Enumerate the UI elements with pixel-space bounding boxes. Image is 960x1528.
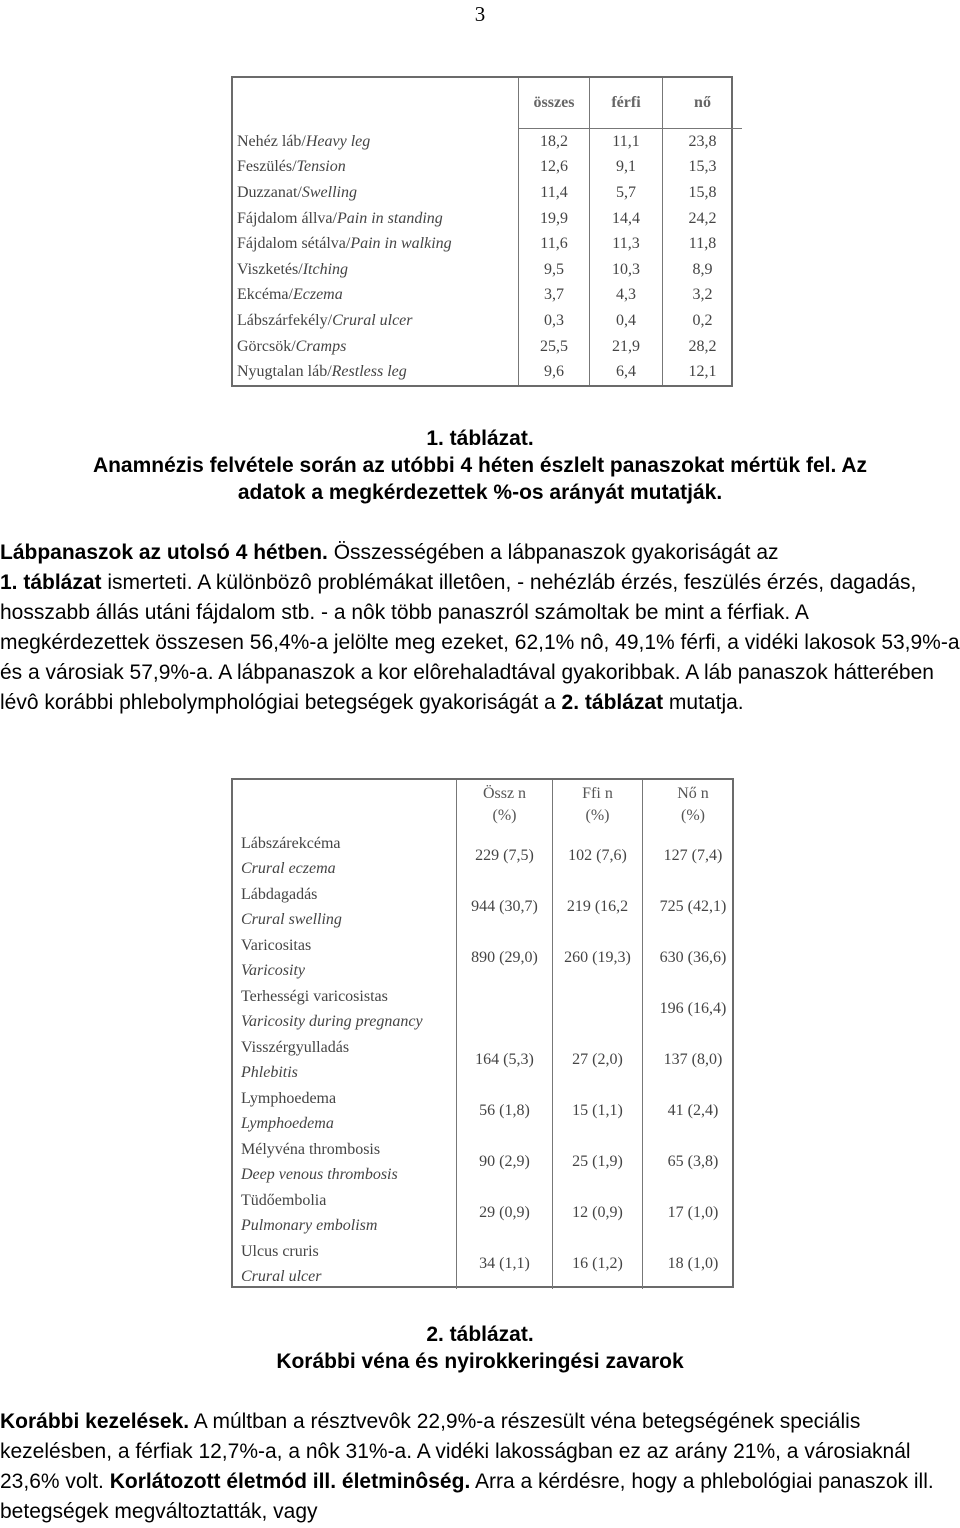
label-hu: Tüdőembolia xyxy=(241,1191,327,1209)
label-hu: Lymphoedema xyxy=(241,1089,337,1107)
cell-total: 229 (7,5) xyxy=(457,830,553,881)
header-female xyxy=(643,780,744,830)
label-en: Crural ulcer xyxy=(332,311,413,329)
label-hu: Lábdagadás xyxy=(241,885,318,903)
cell-male: 25 (1,9) xyxy=(553,1136,643,1187)
header-line: (%) xyxy=(681,807,705,824)
cell-male: 4,3 xyxy=(590,283,663,309)
cell-male: 102 (7,6) xyxy=(553,830,643,881)
label-hu: Feszülés/ xyxy=(237,158,297,176)
row-label xyxy=(233,283,519,309)
label-en: Pain in standing xyxy=(336,209,443,227)
label-hu: Nehéz láb/ xyxy=(237,132,306,150)
header-label xyxy=(233,78,519,129)
cell-total: 11,4 xyxy=(519,180,590,206)
table-row xyxy=(233,206,742,232)
table-row xyxy=(233,283,742,309)
row-label xyxy=(233,881,457,932)
row-label xyxy=(233,180,519,206)
header-line: Ffi n xyxy=(582,785,613,802)
paragraph-text: ismerteti. A különbözô problémákat illetôen, - nehézláb érzés, feszülés érzés, dagadás, hosszabb állás utáni fájdalom stb. - a nôk több panaszról számoltak be mint a férfiak. A megkérdezettek összesen 56,4%-a jelölte meg ezeket, 62,1% nô, 49,1% férfi, a vidéki lakosok 53,9%-a és a városiak 57,9%-a. A lábpanaszok a kor elôrehaladtával gyakoribbak. A láb panaszok hátterében lévô korábbi phlebolymphológiai betegségek gyakoriságát a xyxy=(0,571,960,714)
paragraph-treatments xyxy=(0,1407,960,1527)
table-row xyxy=(233,334,742,360)
paragraph-text: mutatja. xyxy=(663,691,744,714)
table-row xyxy=(233,308,742,334)
label-en: Swelling xyxy=(301,183,357,201)
cell-male: 27 (2,0) xyxy=(553,1034,643,1085)
table-reference: 1. táblázat xyxy=(0,571,102,594)
table-row xyxy=(233,830,743,881)
table-row xyxy=(233,155,742,181)
cell-female: 65 (3,8) xyxy=(643,1136,744,1187)
cell-male: 6,4 xyxy=(590,359,663,385)
symptom-table xyxy=(233,78,742,385)
cell-total: 34 (1,1) xyxy=(457,1238,553,1289)
table-row xyxy=(233,129,742,155)
cell-total: 9,6 xyxy=(519,359,590,385)
label-en: Crural ulcer xyxy=(241,1267,322,1285)
cell-female: 0,2 xyxy=(663,308,743,334)
header-male: férfi xyxy=(590,78,663,129)
table-1-caption xyxy=(0,425,960,506)
label-hu: Fájdalom állva/ xyxy=(237,209,337,227)
table-row xyxy=(233,180,742,206)
header-line: Össz n xyxy=(482,785,527,802)
label-hu: Nyugtalan láb/ xyxy=(237,363,332,381)
paragraph-text: Összességében a lábpanaszok gyakoriságát az xyxy=(327,541,779,564)
row-label xyxy=(233,1085,457,1136)
header-line: (%) xyxy=(492,807,517,824)
cell-male: 14,4 xyxy=(590,206,663,232)
table-row xyxy=(233,231,742,257)
cell-male xyxy=(553,983,643,1034)
cell-male: 0,4 xyxy=(590,308,663,334)
row-label xyxy=(233,257,519,283)
row-label xyxy=(233,1238,457,1289)
label-en: Varicosity xyxy=(241,961,305,979)
label-hu: Fájdalom sétálva/ xyxy=(237,235,351,253)
cell-total: 944 (30,7) xyxy=(457,881,553,932)
label-en: Lymphoedema xyxy=(241,1114,334,1132)
paragraph-heading: Korlátozott életmód ill. életminôség. xyxy=(109,1470,471,1493)
cell-male: 219 (16,2 xyxy=(553,881,643,932)
cell-total: 29 (0,9) xyxy=(457,1187,553,1238)
label-en: Cramps xyxy=(295,337,347,355)
table-header-row xyxy=(233,780,743,830)
caption-line: Korábbi véna és nyirokkeringési zavarok xyxy=(276,1350,684,1373)
label-en: Itching xyxy=(302,260,349,278)
table-row xyxy=(233,881,743,932)
header-line: Nő n xyxy=(677,785,709,802)
table-row xyxy=(233,932,743,983)
cell-female: 15,3 xyxy=(663,155,743,181)
paragraph-text: Arra a kérdésre, hogy a phlebológiai panaszok ill. betegségek megváltoztatták, vagy xyxy=(0,1470,934,1523)
cell-male: 10,3 xyxy=(590,257,663,283)
cell-female: 137 (8,0) xyxy=(643,1034,744,1085)
cell-total: 25,5 xyxy=(519,334,590,360)
header-total: összes xyxy=(519,78,590,129)
row-label xyxy=(233,231,519,257)
cell-total: 0,3 xyxy=(519,308,590,334)
cell-female: 28,2 xyxy=(663,334,743,360)
label-hu: Lábszárekcéma xyxy=(241,834,341,852)
header-line: (%) xyxy=(585,807,610,824)
cell-male: 16 (1,2) xyxy=(553,1238,643,1289)
cell-male: 9,1 xyxy=(590,155,663,181)
cell-male: 11,1 xyxy=(590,129,663,155)
row-label xyxy=(233,830,457,881)
label-hu: Mélyvéna thrombosis xyxy=(241,1140,381,1158)
cell-female: 12,1 xyxy=(663,359,743,385)
cell-total: 3,7 xyxy=(519,283,590,309)
row-label xyxy=(233,129,519,155)
table-row xyxy=(233,1238,743,1289)
table-2-caption xyxy=(0,1321,960,1375)
label-hu: Ekcéma/ xyxy=(237,286,293,304)
header-label xyxy=(233,780,457,830)
row-label xyxy=(233,1187,457,1238)
cell-total: 890 (29,0) xyxy=(457,932,553,983)
label-hu: Terhességi varicosistas xyxy=(241,987,388,1005)
cell-female: 8,9 xyxy=(663,257,743,283)
cell-male: 21,9 xyxy=(590,334,663,360)
cell-total xyxy=(457,983,553,1034)
cell-female: 23,8 xyxy=(663,129,743,155)
label-en: Varicosity during pregnancy xyxy=(241,1012,423,1030)
label-en: Pulmonary embolism xyxy=(241,1216,378,1234)
header-total xyxy=(457,780,553,830)
paragraph-heading: Korábbi kezelések. xyxy=(0,1410,190,1433)
caption-title: 2. táblázat. xyxy=(426,1323,534,1346)
cell-male: 5,7 xyxy=(590,180,663,206)
row-label xyxy=(233,308,519,334)
cell-female: 18 (1,0) xyxy=(643,1238,744,1289)
table-row xyxy=(233,1085,743,1136)
cell-total: 164 (5,3) xyxy=(457,1034,553,1085)
cell-female: 24,2 xyxy=(663,206,743,232)
cell-female: 41 (2,4) xyxy=(643,1085,744,1136)
cell-male: 15 (1,1) xyxy=(553,1085,643,1136)
caption-line: Anamnézis felvétele során az utóbbi 4 héten észlelt panaszokat mértük fel. Az xyxy=(92,454,868,477)
label-en: Pain in walking xyxy=(350,235,452,253)
row-label xyxy=(233,983,457,1034)
label-en: Crural swelling xyxy=(241,910,342,928)
cell-female: 17 (1,0) xyxy=(643,1187,744,1238)
cell-total: 19,9 xyxy=(519,206,590,232)
table-row xyxy=(233,257,742,283)
cell-male: 11,3 xyxy=(590,231,663,257)
cell-female: 127 (7,4) xyxy=(643,830,744,881)
cell-total: 56 (1,8) xyxy=(457,1085,553,1136)
cell-male: 12 (0,9) xyxy=(553,1187,643,1238)
cell-female: 725 (42,1) xyxy=(643,881,744,932)
table-2 xyxy=(231,778,734,1288)
row-label xyxy=(233,932,457,983)
label-hu: Viszketés/ xyxy=(237,260,303,278)
table-reference: 2. táblázat xyxy=(561,691,664,714)
label-en: Eczema xyxy=(292,286,343,304)
disease-table xyxy=(233,780,743,1289)
table-row xyxy=(233,359,742,385)
paragraph-leg-complaints xyxy=(0,538,960,718)
label-hu: Görcsök/ xyxy=(237,337,296,355)
table-header-row xyxy=(233,78,742,129)
cell-female: 15,8 xyxy=(663,180,743,206)
cell-total: 9,5 xyxy=(519,257,590,283)
cell-total: 11,6 xyxy=(519,231,590,257)
row-label xyxy=(233,334,519,360)
cell-total: 90 (2,9) xyxy=(457,1136,553,1187)
label-en: Phlebitis xyxy=(241,1063,298,1081)
label-en: Restless leg xyxy=(331,363,407,381)
table-row xyxy=(233,1034,743,1085)
table-row xyxy=(233,1187,743,1238)
cell-total: 18,2 xyxy=(519,129,590,155)
label-en: Deep venous thrombosis xyxy=(241,1165,398,1183)
table-1 xyxy=(231,76,733,387)
page-number: 3 xyxy=(474,2,486,26)
row-label xyxy=(233,206,519,232)
row-label xyxy=(233,1136,457,1187)
header-male xyxy=(553,780,643,830)
row-label xyxy=(233,155,519,181)
header-female: nő xyxy=(663,78,743,129)
row-label xyxy=(233,359,519,385)
cell-total: 12,6 xyxy=(519,155,590,181)
label-hu: Varicositas xyxy=(241,936,312,954)
label-hu: Visszérgyulladás xyxy=(241,1038,350,1056)
label-en: Tension xyxy=(296,158,346,176)
cell-female: 11,8 xyxy=(663,231,743,257)
row-label xyxy=(233,1034,457,1085)
paragraph-text: A múltban a résztvevôk 22,9%-a részesült véna betegségének speciális kezelésben, a férfiak 12,7%-a, a nôk 31%-a. A vidéki lakosságban ez az arány 21%, a városiaknál 23,6% volt. xyxy=(0,1410,911,1493)
cell-female: 630 (36,6) xyxy=(643,932,744,983)
cell-female: 196 (16,4) xyxy=(643,983,744,1034)
caption-title: 1. táblázat. xyxy=(426,427,534,450)
cell-female: 3,2 xyxy=(663,283,743,309)
table-row xyxy=(233,983,743,1034)
label-en: Crural eczema xyxy=(241,859,336,877)
cell-male: 260 (19,3) xyxy=(553,932,643,983)
table-row xyxy=(233,1136,743,1187)
paragraph-heading: Lábpanaszok az utolsó 4 hétben. xyxy=(0,541,328,564)
label-hu: Duzzanat/ xyxy=(237,183,302,201)
caption-line: adatok a megkérdezettek %-os arányát mutatják. xyxy=(237,481,723,504)
label-hu: Ulcus cruris xyxy=(241,1242,319,1260)
label-en: Heavy leg xyxy=(305,132,371,150)
label-hu: Lábszárfekély/ xyxy=(237,311,333,329)
